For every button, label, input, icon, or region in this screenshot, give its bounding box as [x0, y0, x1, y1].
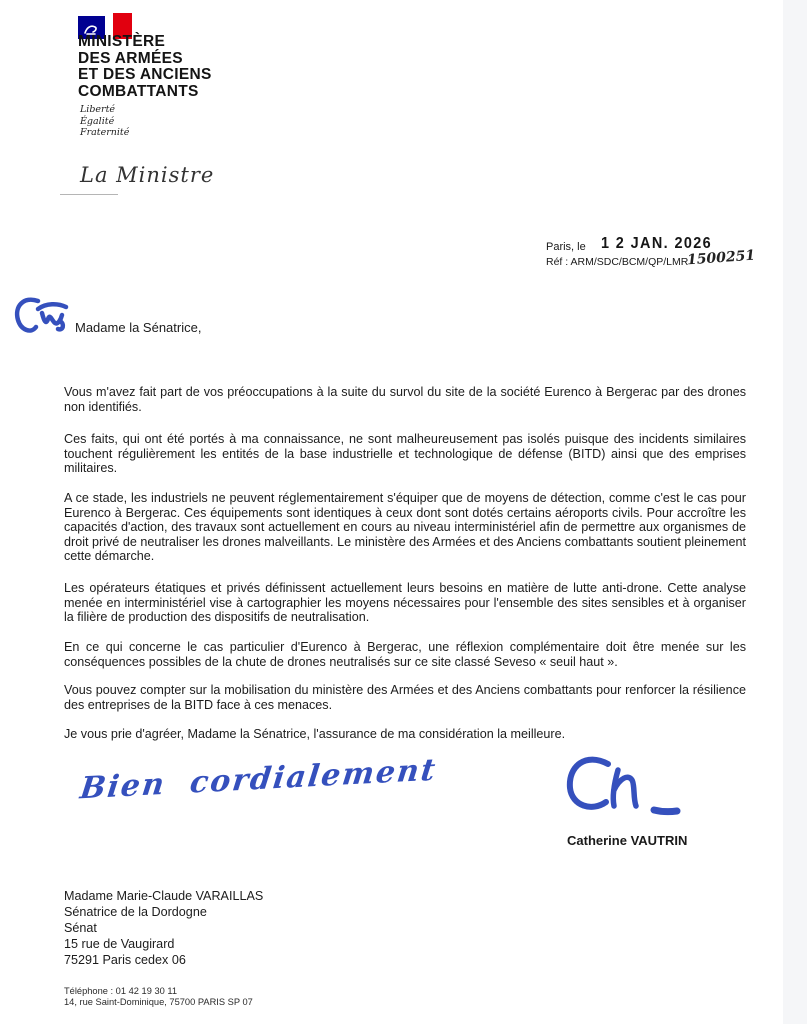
motto-line: Égalité	[80, 115, 115, 127]
scan-edge-strip	[783, 0, 807, 1024]
ministry-line: ET DES ANCIENS	[78, 66, 212, 84]
ministry-line: DES ARMÉES	[78, 49, 183, 67]
letter-footer	[64, 986, 253, 1008]
reference-line: Réf : ARM/SDC/BCM/QP/LMR	[546, 256, 689, 268]
republic-motto	[80, 104, 129, 139]
date-stamp: 1 2 JAN. 2026	[601, 235, 713, 252]
body-paragraph: A ce stade, les industriels ne peuvent réglementairement s'équiper que de moyens de détection, comme c'est le cas pour Eurenco à Bergerac. Ces équipements sont identiques à ceux dont sont dotés certains aéroports civils. Pour accroître les capacités d'action, des travaux sont actuellement en cours au niveau interministériel afin de permettre aux organismes de droit privé de neutraliser les drones malveillants. Le ministère des Armées et des Anciens combattants soutient pleinement cette démarche.	[64, 491, 746, 564]
footer-address: 14, rue Saint-Dominique, 75700 PARIS SP 07	[64, 997, 253, 1007]
signatory-name: Catherine VAUTRIN	[567, 833, 688, 848]
recipient-line: Madame Marie-Claude VARAILLAS	[64, 889, 264, 903]
salutation-handwritten-mark-icon	[10, 294, 72, 342]
sender-title: La Ministre	[80, 163, 215, 187]
reference-number-handwritten: 1500251	[686, 247, 756, 269]
body-paragraph: Vous m'avez fait part de vos préoccupations à la suite du survol du site de la société Eurenco à Bergerac par des drones non identifiés.	[64, 385, 746, 414]
recipient-line: 15 rue de Vaugirard	[64, 937, 175, 951]
body-paragraph: Ces faits, qui ont été portés à ma connaissance, ne sont malheureusement pas isolés puisque des incidents similaires touchent régulièrement les entités de la base industrielle et technologique de défense (BITD) ainsi que des emprises militaires.	[64, 432, 746, 476]
recipient-address	[64, 888, 263, 968]
motto-line: Fraternité	[80, 127, 130, 138]
dateline-place: Paris, le	[546, 241, 586, 253]
motto-line: Liberté	[80, 104, 116, 115]
closing-handwritten-note: Bien cordialement	[78, 752, 439, 807]
ministry-name	[78, 34, 212, 101]
ministry-line: MINISTÈRE	[78, 33, 166, 50]
body-paragraph: Je vous prie d'agréer, Madame la Sénatrice, l'assurance de ma considération la meilleure.	[64, 727, 566, 741]
footer-phone: Téléphone : 01 42 19 30 11	[64, 986, 178, 996]
body-paragraph: Vous pouvez compter sur la mobilisation du ministère des Armées et des Anciens combattants pour renforcer la résilience des entreprises de la BITD face à ces menaces.	[64, 683, 746, 712]
recipient-line: Sénatrice de la Dordogne	[64, 905, 207, 919]
salutation: Madame la Sénatrice,	[75, 320, 202, 335]
sender-title-underline	[60, 194, 118, 195]
recipient-line: Sénat	[64, 921, 97, 935]
ministry-line: COMBATTANTS	[78, 83, 199, 101]
signature-initials-handwriting-icon	[556, 750, 696, 822]
body-paragraph: En ce qui concerne le cas particulier d'Eurenco à Bergerac, une réflexion complémentaire doit être menée sur les conséquences possibles de la chute de drones neutralisés sur ce site classé Seveso « seuil haut ».	[64, 640, 746, 669]
recipient-line: 75291 Paris cedex 06	[64, 953, 186, 967]
body-paragraph: Les opérateurs étatiques et privés définissent actuellement leurs besoins en matière de lutte anti-drone. Cette analyse menée en interministériel vise à cartographier les moyens nécessaires pour l'ensemble des sites sensibles et à organiser la filière de production des dispositifs de neutralisation.	[64, 581, 746, 625]
